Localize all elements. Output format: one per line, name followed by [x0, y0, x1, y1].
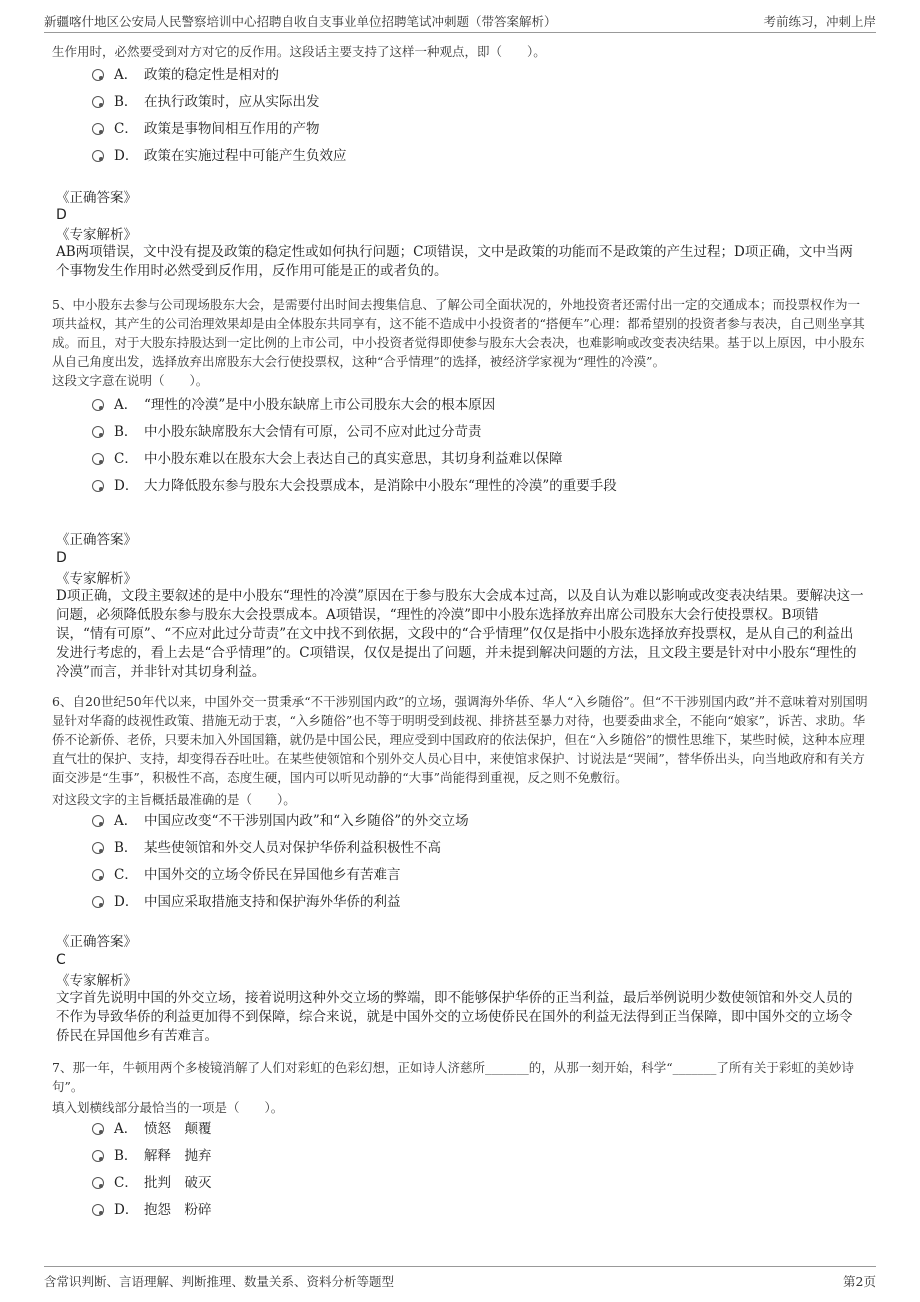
q5-analysis-label: 《专家解析》: [56, 571, 137, 587]
page-number: 第2页: [843, 1274, 876, 1289]
radio-icon[interactable]: [92, 1123, 104, 1135]
q7-option-b[interactable]: B． 解释 抛弃: [92, 1146, 212, 1166]
radio-icon[interactable]: [92, 896, 104, 908]
q5-answer: D: [56, 550, 67, 566]
radio-icon[interactable]: [92, 480, 104, 492]
q7-option-a[interactable]: A． 愤怒 颠覆: [92, 1119, 212, 1139]
footer-note: 含常识判断、言语理解、判断推理、数量关系、资料分析等题型: [44, 1274, 395, 1289]
q4-option-d[interactable]: D． 政策在实施过程中可能产生负效应: [92, 146, 347, 166]
q4-explanation: AB两项错误，文中没有提及政策的稳定性或如何执行问题；C项错误，文中是政策的功能而不是政策的产生过程；D项正确，文中当两个事物发生作用时必然受到反作用，反作用可能是正的或者负的。: [56, 244, 853, 279]
q4-option-a[interactable]: A． 政策的稳定性是相对的: [92, 65, 279, 85]
q4-option-b[interactable]: B． 在执行政策时，应从实际出发: [92, 92, 320, 112]
header-slogan: 考前练习，冲刺上岸: [763, 14, 876, 29]
q6-option-a[interactable]: A． 中国应改变“不干涉别国内政”和“入乡随俗”的外交立场: [92, 811, 469, 831]
q4-answer: D: [56, 207, 67, 223]
q7-option-d[interactable]: D． 抱怨 粉碎: [92, 1200, 212, 1220]
q4-option-c[interactable]: C． 政策是事物间相互作用的产物: [92, 119, 320, 139]
q5-prompt: 这段文字意在说明（ ）。: [52, 373, 209, 388]
q5-option-a[interactable]: A． “理性的冷漠”是中小股东缺席上市公司股东大会的根本原因: [92, 395, 495, 415]
q6-option-d[interactable]: D． 中国应采取措施支持和保护海外华侨的利益: [92, 892, 401, 912]
radio-icon[interactable]: [92, 453, 104, 465]
radio-icon[interactable]: [92, 842, 104, 854]
q6-answer: C: [56, 952, 66, 968]
q6-option-b[interactable]: B． 某些使领馆和外交人员对保护华侨利益积极性不高: [92, 838, 441, 858]
q5-option-d[interactable]: D． 大力降低股东参与股东大会投票成本，是消除中小股东“理性的冷漠”的重要手段: [92, 476, 617, 496]
q6-stem: 6、自20世纪50年代以来，中国外交一贯秉承“不干涉别国内政”的立场，强调海外华侨、华人“入乡随俗”。但“不干涉别国内政”并不意味着对别国明显针对华裔的歧视性政策、措施无动于衷，“入乡随俗”也不等于明明受到歧视、排挤甚至暴力对待，也要委曲求全，不能向“娘家”，诉苦、求助。华侨不论新侨、老侨，只要未加入外国国籍，就仍是中国公民，理应受到中国政府的依法保护，但在“入乡随俗”的惯性思维下，某些时候，这种本应理直气壮的保护、支持，却变得吞吞吐吐。在某些使领馆和个别外交人员心目中，来使馆求保护、讨说法是“哭闹”，替华侨出头，向当地政府和有关方面交涉是“生事”，积极性不高，态度生硬，国内可以听见动静的“大事”尚能得到重视，反之则不免敷衍。: [52, 694, 868, 785]
q5-answer-label: 《正确答案》: [56, 532, 137, 548]
q6-analysis-label: 《专家解析》: [56, 973, 137, 989]
q5-option-b[interactable]: B． 中小股东缺席股东大会情有可原，公司不应对此过分苛责: [92, 422, 482, 442]
q7-stem: 7、那一年，牛顿用两个多棱镜消解了人们对彩虹的色彩幻想，正如诗人济慈所_______的，从那一刻开始，科学“_______了所有关于彩虹的美妙诗句”。: [52, 1060, 854, 1094]
q5-explanation: D项正确，文段主要叙述的是中小股东“理性的冷漠”原因在于参与股东大会成本过高，以及自认为难以影响或改变表决结果。要解决这一问题，必须降低股东参与股东大会投票成本。A项错误，“理性的冷漠”即中小股东选择放弃出席公司股东大会行使投票权。B项错误，“情有可原”、“不应对此过分苛责”在文中找不到依据，文段中的“合乎情理”仅仅是指中小股东选择放弃投票权，是从自己的利益出发进行考虑的，看上去是“合乎情理”的。C项错误，仅仅是提出了问题，并未提到解决问题的方法，且文段主要是针对中小股东“理性的冷漠”而言，并非针对其切身利益。: [56, 588, 864, 680]
q5-stem: 5、中小股东去参与公司现场股东大会，是需要付出时间去搜集信息、了解公司全面状况的，外地投资者还需付出一定的交通成本；而投票权作为一项共益权，其产生的公司治理效果却是由全体股东共同享有，这不能不造成中小投资者的“搭便车”心理：都希望别的投资者参与表决，自己则坐享其成。而且，对于大股东持股达到一定比例的上市公司，中小投资者觉得即使参与股东大会表决，也难影响或改变表决结果。基于以上原因，中小股东从自己角度出发，选择放弃出席股东大会行使投票权，这种“合乎情理”的选择，被经济学家视为“理性的冷漠”。: [52, 297, 865, 369]
q4-stem-end: 生作用时，必然要受到对方对它的反作用。这段话主要支持了这样一种观点，即（ ）。: [52, 44, 546, 59]
radio-icon[interactable]: [92, 815, 104, 827]
radio-icon[interactable]: [92, 426, 104, 438]
radio-icon[interactable]: [92, 150, 104, 162]
radio-icon[interactable]: [92, 69, 104, 81]
q4-answer-label: 《正确答案》: [56, 190, 137, 206]
q7-prompt: 填入划横线部分最恰当的一项是（ ）。: [52, 1100, 284, 1115]
q5-option-c[interactable]: C． 中小股东难以在股东大会上表达自己的真实意思，其切身利益难以保障: [92, 449, 563, 469]
radio-icon[interactable]: [92, 869, 104, 881]
q7-option-c[interactable]: C． 批判 破灭: [92, 1173, 212, 1193]
document-title: 新疆喀什地区公安局人民警察培训中心招聘自收自支事业单位招聘笔试冲刺题（带答案解析）: [44, 14, 557, 29]
radio-icon[interactable]: [92, 123, 104, 135]
radio-icon[interactable]: [92, 96, 104, 108]
q6-explanation: 文字首先说明中国的外交立场，接着说明这种外交立场的弊端，即不能够保护华侨的正当利益，最后举例说明少数使领馆和外交人员的不作为导致华侨的利益更加得不到保障，综合来说，就是中国外交的立场使侨民在国外的利益无法得到正当保障，即中国外交的立场令侨民在异国他乡有苦难言。: [56, 990, 853, 1044]
radio-icon[interactable]: [92, 1177, 104, 1189]
q6-answer-label: 《正确答案》: [56, 934, 137, 950]
radio-icon[interactable]: [92, 1150, 104, 1162]
radio-icon[interactable]: [92, 399, 104, 411]
page-footer: [44, 1266, 876, 1293]
q6-prompt: 对这段文字的主旨概括最准确的是（ ）。: [52, 792, 296, 807]
page-header: [44, 10, 876, 33]
radio-icon[interactable]: [92, 1204, 104, 1216]
q4-analysis-label: 《专家解析》: [56, 227, 137, 243]
q6-option-c[interactable]: C． 中国外交的立场令侨民在异国他乡有苦难言: [92, 865, 401, 885]
